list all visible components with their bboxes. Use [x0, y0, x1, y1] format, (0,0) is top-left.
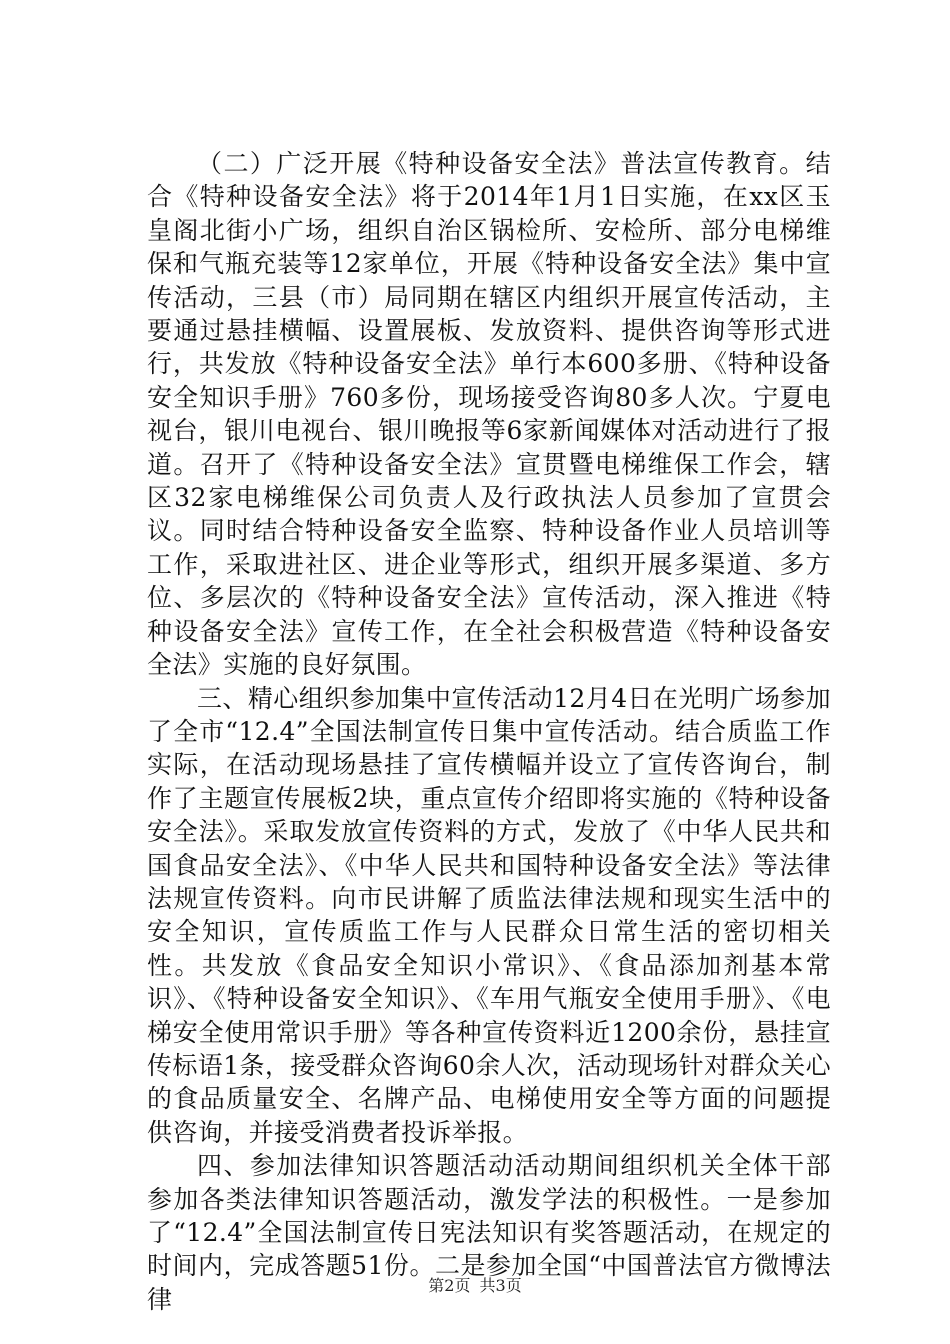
- paragraph-law-quiz: 四、参加法律知识答题活动活动期间组织机关全体干部参加各类法律知识答题活动，激发学法的积极性。一是参加了“12.4”全国法制宣传日宪法知识有奖答题活动，在规定的时间内，完成答题51份。二是参加全国“中国普法官方微博法律: [147, 1151, 831, 1314]
- document-body: [147, 147, 831, 1316]
- page-number: 第2页: [428, 1276, 471, 1295]
- page-footer: [0, 1273, 950, 1296]
- paragraph-special-equipment-law: （二）广泛开展《特种设备安全法》普法宣传教育。结合《特种设备安全法》将于2014年1月1日实施，在xx区玉皇阁北街小广场，组织自治区锅检所、安检所、部分电梯维保和气瓶充装等12家单位，开展《特种设备安全法》集中宣传活动，三县（市）局同期在辖区内组织开展宣传活动，主要通过悬挂横幅、设置展板、发放资料、提供咨询等形式进行，共发放《特种设备安全法》单行本600多册、《特种设备安全知识手册》760多份，现场接受咨询80多人次。宁夏电视台，银川电视台、银川晚报等6家新闻媒体对活动进行了报道。召开了《特种设备安全法》宣贯暨电梯维保工作会，辖区32家电梯维保公司负责人及行政执法人员参加了宣贯会议。同时结合特种设备安全监察、特种设备作业人员培训等工作，采取进社区、进企业等形式，组织开展多渠道、多方位、多层次的《特种设备安全法》宣传活动，深入推进《特种设备安全法》宣传工作，在全社会积极营造《特种设备安全法》实施的良好氛围。: [147, 149, 831, 680]
- page-total: 共3页: [479, 1276, 522, 1295]
- paragraph-publicity-activity: 三、精心组织参加集中宣传活动12月4日在光明广场参加了全市“12.4”全国法制宣传日集中宣传活动。结合质监工作实际，在活动现场悬挂了宣传横幅并设立了宣传咨询台，制作了主题宣传展板2块，重点宣传介绍即将实施的《特种设备安全法》。采取发放宣传资料的方式，发放了《中华人民共和国食品安全法》、《中华人民共和国特种设备安全法》等法律法规宣传资料。向市民讲解了质监法律法规和现实生活中的安全知识，宣传质监工作与人民群众日常生活的密切相关性。共发放《食品安全知识小常识》、《食品添加剂基本常识》、《特种设备安全知识》、《车用气瓶安全使用手册》、《电梯安全使用常识手册》等各种宣传资料近1200余份，悬挂宣传标语1条，接受群众咨询60余人次，活动现场针对群众关心的食品质量安全、名牌产品、电梯使用安全等方面的问题提供咨询，并接受消费者投诉举报。: [147, 683, 831, 1147]
